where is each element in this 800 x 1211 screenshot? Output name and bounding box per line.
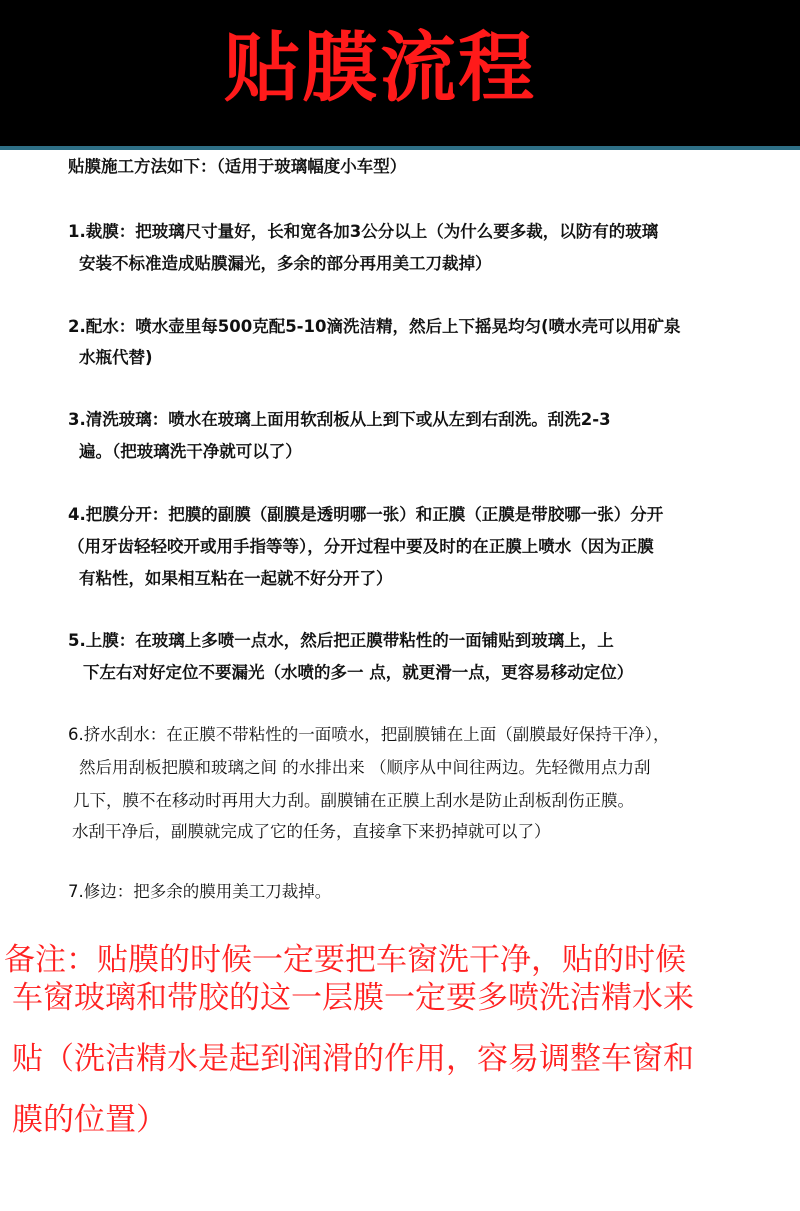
step1-line1: 1.裁膜：把玻璃尺寸量好，长和宽各加3公分以上（为什么要多裁，以防有的玻璃 xyxy=(68,222,659,241)
step3-line2: 遍。（把玻璃洗干净就可以了） xyxy=(79,442,302,461)
note-line3: 贴（洗洁精水是起到润滑的作用，容易调整车窗和 xyxy=(12,1041,694,1077)
step6-line2: 然后用刮板把膜和玻璃之间 的水排出来 （顺序从中间往两边。先轻微用点力刮 xyxy=(79,758,651,777)
step5-line2: 下左右对好定位不要漏光（水喷的多一 点，就更滑一点，更容易移动定位） xyxy=(83,663,634,682)
header-divider xyxy=(0,146,800,150)
note-line1: 备注：贴膜的时候一定要把车窗洗干净，贴的时候 xyxy=(4,942,686,978)
step3-line1: 3.清洗玻璃：喷水在玻璃上面用软刮板从上到下或从左到右刮洗。刮洗2-3 xyxy=(68,410,611,429)
note-line4: 膜的位置） xyxy=(12,1102,167,1138)
step6-line3: 几下，膜不在移动时再用大力刮。副膜铺在正膜上刮水是防止刮板刮伤正膜。 xyxy=(73,791,634,810)
page-title: 贴膜流程 xyxy=(224,23,536,112)
step2-line1: 2.配水：喷水壶里每500克配5-10滴洗洁精，然后上下摇晃均匀(喷水壳可以用矿泉 xyxy=(68,317,681,336)
step4-line2: （用牙齿轻轻咬开或用手指等等），分开过程中要及时的在正膜上喷水（因为正膜 xyxy=(68,537,654,556)
step1-line2: 安装不标准造成贴膜漏光，多余的部分再用美工刀裁掉） xyxy=(79,254,492,273)
intro-text: 贴膜施工方法如下：（适用于玻璃幅度小车型） xyxy=(68,157,407,176)
step2-line2: 水瓶代替) xyxy=(79,348,153,367)
step6-line1: 6.挤水刮水：在正膜不带粘性的一面喷水，把副膜铺在上面（副膜最好保持干净）， xyxy=(68,725,670,744)
step4-line3: 有粘性，如果相互粘在一起就不好分开了） xyxy=(79,569,393,588)
step7-line: 7.修边：把多余的膜用美工刀裁掉。 xyxy=(68,882,332,901)
step6-line4: 水刮干净后，副膜就完成了它的任务，直接拿下来扔掉就可以了） xyxy=(72,822,551,841)
step5-line1: 5.上膜：在玻璃上多喷一点水，然后把正膜带粘性的一面铺贴到玻璃上，上 xyxy=(68,631,614,650)
note-line2: 车窗玻璃和带胶的这一层膜一定要多喷洗洁精水来 xyxy=(12,980,694,1016)
step4-line1: 4.把膜分开：把膜的副膜（副膜是透明哪一张）和正膜（正膜是带胶哪一张）分开 xyxy=(68,505,664,524)
